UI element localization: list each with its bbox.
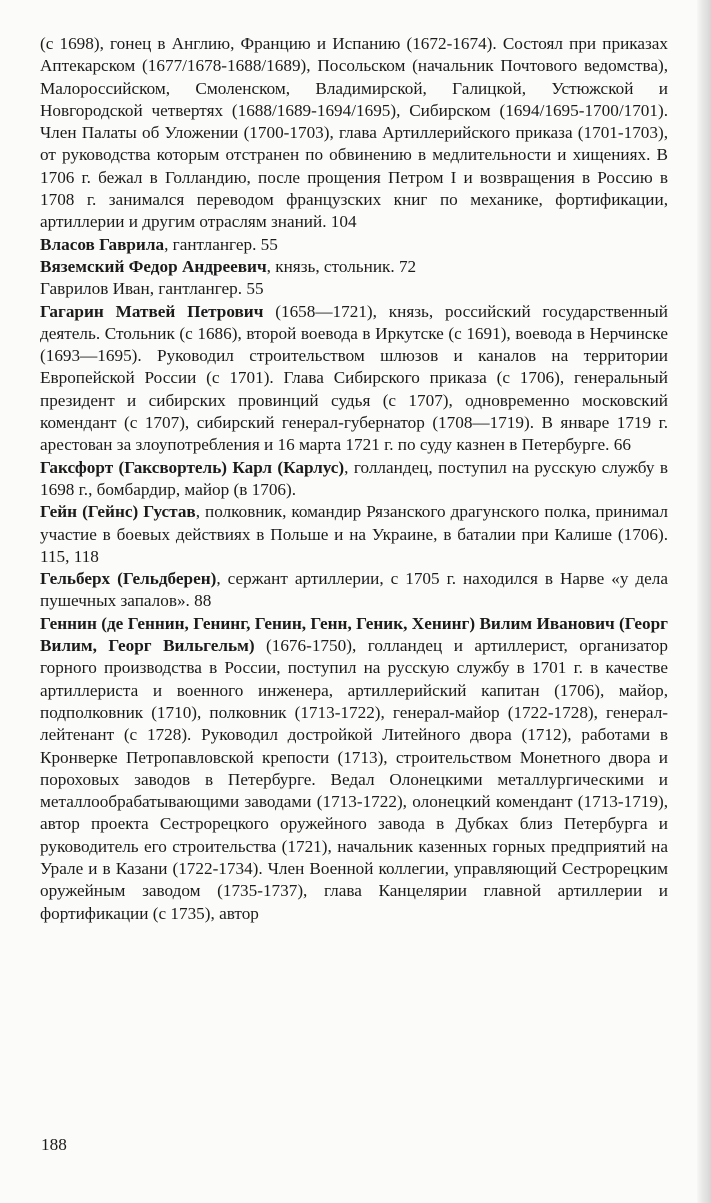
index-entry [40,256,668,278]
index-entry [40,301,668,457]
index-entry [40,568,668,613]
entry-text: , голландец, поступил на русскую службу в 1698 г., бомбардир, майор (в 1706). [40,457,668,499]
index-text-block [40,33,668,925]
entry-name: Гагарин Матвей Петрович [40,301,264,321]
entry-name: Власов Гаврила [40,234,165,254]
entry-name: Гельберх (Гельдберен) [40,569,217,589]
entry-text: , князь, стольник. 72 [266,256,417,276]
index-entry [40,33,668,234]
entry-name: Вяземский Федор Андреевич [40,256,267,276]
entry-text: , гантлангер. 55 [164,234,278,254]
entry-text: (с 1698), гонец в Англию, Францию и Испанию (1672-1674). Состоял при приказах Аптекарском (1677/1678-1688/1689), Посольском (начальник Почтового ведомства), Малороссийском, Смоленском, Владимирской, Галицкой, Устюжской и Новгородской четвертях (1688/1689-1694/1695), Сибирском (1694/1695-1700/1701). Член Палаты об Уложении (1700-1703), глава Артиллерийского приказа (1701-1703), от руководства которым отстранен по обвинению в медлительности и хищениях. В 1706 г. бежал в Голландию, после прощения Петром I и возвращения в Россию в 1708 г. занимался переводом французских книг по механике, фортификации, артиллерии и другим отраслям знаний. 104 [40,34,668,232]
entry-text: (1676-1750), голландец и артиллерист, организатор горного производства в России, поступил на русскую службу в 1701 г. в качестве артиллериста и военного инженера, артиллерийский капитан (1706), майор, подполковник (1710), полковник (1713-1722), генерал-майор (1722-1728), генерал-лейтенант (с 1728). Руководил достройкой Литейного двора (1712), работами в Кронверке Петропавловской крепости (1713), строительством Монетного двора и пороховых заводов в Петербурге. Ведал Олонецкими металлургическими и металлообрабатывающими заводами (1713-1722), олонецкий комендант (1713-1719), автор проекта Сестрорецкого оружейного завода в Дубках близ Петербурга и руководитель его строительства (1721), начальник казенных горных предприятий на Урале и в Казани (1722-1734). Член Военной коллегии, управляющий Сестрорецким оружейным заводом (1735-1737), глава Канцелярии главной артиллерии и фортификации (с 1735), автор [40,636,668,923]
entry-text: (1658—1721), князь, российский государственный деятель. Стольник (с 1686), второй воевода в Иркутске (с 1691), воевода в Нерчинске (1693—1695). Руководил строительством шлюзов и каналов на территории Европейской России (с 1701). Глава Сибирского приказа (с 1706), генеральный президент и сибирских провинций судья (с 1707), одновременно московский комендант (с 1707), сибирский генерал-губернатор (1708—1719). В январе 1719 г. арестован за злоупотребления и 16 марта 1721 г. по суду казнен в Петербурге. 66 [40,301,668,455]
page-binding-edge [697,0,711,1203]
page-number: 188 [41,1135,67,1154]
entry-name: Геннин (де Геннин, Генинг, Генин, Генн, Геник, Хенинг) Вилим Иванович (Георг Вилим, Георг Вильгельм) [40,613,668,656]
index-entry [40,501,668,568]
entry-name: Гаксфорт (Гаксвортель) Карл (Карлус) [40,457,345,477]
index-entry [40,457,668,502]
entry-text: , полковник, командир Рязанского драгунского полка, принимал участие в боевых действиях в Польше и на Украине, в баталии при Калише (1706). 115, 118 [40,502,668,566]
entry-name: Гейн (Гейнс) Густав [40,502,196,522]
entry-text: , сержант артиллерии, с 1705 г. находился в Нарве «у дела пушечных запалов». 88 [40,569,668,611]
index-entry [40,278,668,300]
index-entry [40,234,668,256]
index-entry [40,613,668,925]
entry-text: Гаврилов Иван, гантлангер. 55 [40,279,264,299]
